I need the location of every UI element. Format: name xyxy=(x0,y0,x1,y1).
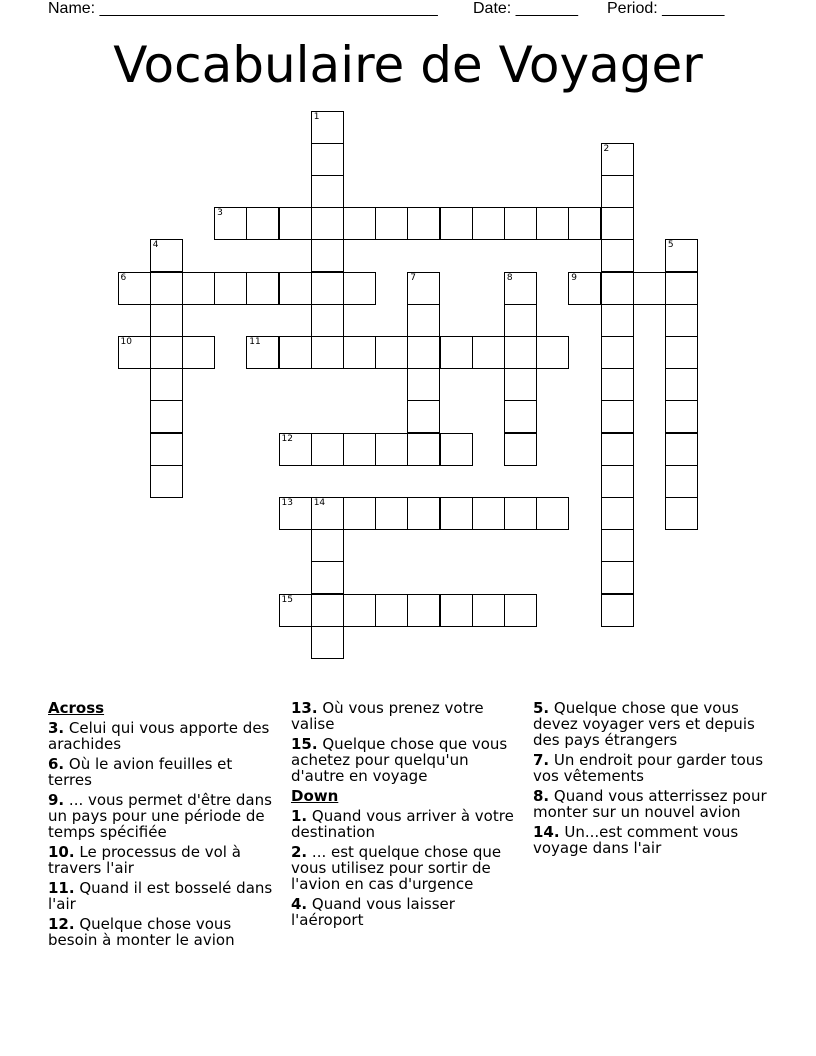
clue-down-4: 4. Quand vous laisser l'aéroport xyxy=(291,895,455,929)
clue-number: 7 xyxy=(410,272,417,283)
grid-cell[interactable] xyxy=(407,400,440,433)
grid-cell[interactable] xyxy=(214,272,247,305)
grid-cell[interactable] xyxy=(343,272,376,305)
clue-down-2: 2. ... est quelque chose que vous utilisez pour sortir de l'avion en cas d'urgence xyxy=(291,843,502,893)
grid-cell[interactable] xyxy=(440,336,473,369)
across-heading: Across xyxy=(48,699,105,717)
grid-cell[interactable] xyxy=(279,594,312,627)
grid-cell[interactable] xyxy=(601,336,634,369)
clues-column-2 xyxy=(291,700,523,932)
clue-number: 2 xyxy=(603,143,610,154)
clue-number: 9 xyxy=(571,272,578,283)
grid-cell[interactable] xyxy=(601,207,634,240)
grid-cell[interactable] xyxy=(311,594,344,627)
grid-cell[interactable] xyxy=(536,497,569,530)
grid-cell[interactable] xyxy=(375,207,408,240)
clue-number: 5 xyxy=(667,240,674,251)
grid-cell[interactable] xyxy=(407,594,440,627)
grid-cell[interactable] xyxy=(343,594,376,627)
grid-cell[interactable] xyxy=(311,433,344,466)
grid-cell[interactable] xyxy=(246,207,279,240)
grid-cell[interactable] xyxy=(440,594,473,627)
grid-cell[interactable] xyxy=(182,272,215,305)
grid-cell[interactable] xyxy=(375,497,408,530)
clue-across-11: 11. Quand il est bosselé dans l'air xyxy=(48,879,273,913)
clue-number: 6 xyxy=(120,272,127,283)
clue-number: 3 xyxy=(217,208,223,219)
grid-cell[interactable] xyxy=(601,368,634,401)
grid-cell[interactable] xyxy=(665,272,698,305)
grid-cell[interactable] xyxy=(536,207,569,240)
grid-cell[interactable] xyxy=(311,272,344,305)
name-field[interactable]: Name: ______________________________________ xyxy=(48,0,438,17)
grid-cell[interactable] xyxy=(311,561,344,594)
worksheet-header xyxy=(48,0,768,20)
clue-across-15: 15. Quelque chose que vous achetez pour quelqu'un d'autre en voyage xyxy=(291,735,508,785)
grid-cell[interactable] xyxy=(504,594,537,627)
clue-across-10: 10. Le processus de vol à travers l'air xyxy=(48,843,241,877)
grid-cell[interactable] xyxy=(536,336,569,369)
grid-cell[interactable] xyxy=(472,497,505,530)
grid-cell[interactable] xyxy=(601,304,634,337)
clue-down-14: 14. Un...est comment vous voyage dans l'air xyxy=(533,823,739,857)
period-field[interactable]: Period: _______ xyxy=(607,0,725,17)
grid-cell[interactable] xyxy=(279,272,312,305)
grid-cell[interactable] xyxy=(407,304,440,337)
grid-cell[interactable] xyxy=(311,207,344,240)
grid-cell[interactable] xyxy=(665,304,698,337)
grid-cell[interactable] xyxy=(246,272,279,305)
grid-cell[interactable] xyxy=(601,433,634,466)
clue-number: 12 xyxy=(281,433,293,444)
grid-cell[interactable] xyxy=(150,368,183,401)
clue-across-3: 3. Celui qui vous apporte des arachides xyxy=(48,719,270,753)
grid-cell[interactable] xyxy=(375,433,408,466)
grid-cell[interactable] xyxy=(504,497,537,530)
grid-cell[interactable] xyxy=(504,368,537,401)
grid-cell[interactable] xyxy=(311,175,344,208)
grid-cell[interactable] xyxy=(150,272,183,305)
grid-cell[interactable] xyxy=(150,304,183,337)
grid-cell[interactable] xyxy=(343,433,376,466)
grid-cell[interactable] xyxy=(279,433,312,466)
clue-across-6: 6. Où le avion feuilles et terres xyxy=(48,755,233,789)
grid-cell[interactable] xyxy=(504,400,537,433)
grid-cell[interactable] xyxy=(665,465,698,498)
grid-cell[interactable] xyxy=(375,336,408,369)
clue-down-7: 7. Un endroit pour garder tous vos vêtements xyxy=(533,751,764,785)
grid-cell[interactable] xyxy=(279,207,312,240)
grid-cell[interactable] xyxy=(504,207,537,240)
grid-cell[interactable] xyxy=(568,272,601,305)
grid-cell[interactable] xyxy=(150,433,183,466)
grid-cell[interactable] xyxy=(665,336,698,369)
clue-down-1: 1. Quand vous arriver à votre destination xyxy=(291,807,514,841)
grid-cell[interactable] xyxy=(407,497,440,530)
grid-cell[interactable] xyxy=(472,207,505,240)
grid-cell[interactable] xyxy=(601,561,634,594)
grid-cell[interactable] xyxy=(665,239,698,272)
clue-down-8: 8. Quand vous atterrissez pour monter sur un nouvel avion xyxy=(533,787,767,821)
grid-cell[interactable] xyxy=(343,336,376,369)
grid-cell[interactable] xyxy=(311,497,344,530)
grid-cell[interactable] xyxy=(440,207,473,240)
grid-cell[interactable] xyxy=(601,465,634,498)
grid-cell[interactable] xyxy=(246,336,279,369)
grid-cell[interactable] xyxy=(311,111,344,144)
clue-across-12: 12. Quelque chose vous besoin à monter le avion xyxy=(48,915,235,949)
grid-cell[interactable] xyxy=(601,594,634,627)
grid-cell[interactable] xyxy=(311,143,344,176)
down-heading: Down xyxy=(291,787,339,805)
grid-cell[interactable] xyxy=(279,336,312,369)
grid-cell[interactable] xyxy=(214,207,247,240)
grid-cell[interactable] xyxy=(601,497,634,530)
clues-column-3 xyxy=(533,700,773,860)
clue-across-9: 9. ... vous permet d'être dans un pays pour une période de temps spécifiée xyxy=(48,791,272,841)
grid-cell[interactable] xyxy=(279,497,312,530)
grid-cell[interactable] xyxy=(601,175,634,208)
clues-column-1 xyxy=(48,700,280,952)
clue-number: 14 xyxy=(313,497,326,508)
grid-cell[interactable] xyxy=(407,336,440,369)
grid-cell[interactable] xyxy=(472,336,505,369)
grid-cell[interactable] xyxy=(440,497,473,530)
grid-cell[interactable] xyxy=(601,239,634,272)
grid-cell[interactable] xyxy=(633,272,666,305)
grid-cell[interactable] xyxy=(150,465,183,498)
clue-across-13: 13. Où vous prenez votre valise xyxy=(291,699,484,733)
clue-down-5: 5. Quelque chose que vous devez voyager vers et depuis des pays étrangers xyxy=(533,699,755,749)
grid-cell[interactable] xyxy=(343,497,376,530)
date-field[interactable]: Date: _______ xyxy=(473,0,578,17)
grid-cell[interactable] xyxy=(665,433,698,466)
clue-number: 8 xyxy=(506,272,513,283)
grid-cell[interactable] xyxy=(118,272,151,305)
grid-cell[interactable] xyxy=(150,400,183,433)
clue-number: 4 xyxy=(152,240,159,251)
grid-cell[interactable] xyxy=(150,336,183,369)
clue-number: 1 xyxy=(313,111,320,122)
grid-cell[interactable] xyxy=(504,433,537,466)
grid-cell[interactable] xyxy=(665,497,698,530)
grid-cell[interactable] xyxy=(568,207,601,240)
grid-cell[interactable] xyxy=(311,336,344,369)
grid-cell[interactable] xyxy=(601,400,634,433)
grid-cell[interactable] xyxy=(601,529,634,562)
grid-cell[interactable] xyxy=(311,529,344,562)
page-title: Vocabulaire de Voyager xyxy=(113,36,703,94)
grid-cell[interactable] xyxy=(601,272,634,305)
grid-cell[interactable] xyxy=(504,304,537,337)
grid-cell[interactable] xyxy=(407,433,440,466)
grid-cell[interactable] xyxy=(504,272,537,305)
grid-cell[interactable] xyxy=(182,336,215,369)
grid-cell[interactable] xyxy=(407,272,440,305)
grid-cell[interactable] xyxy=(407,207,440,240)
grid-cell[interactable] xyxy=(150,239,183,272)
grid-cell[interactable] xyxy=(311,304,344,337)
clue-number: 15 xyxy=(281,594,293,605)
grid-cell[interactable] xyxy=(375,594,408,627)
grid-cell[interactable] xyxy=(343,207,376,240)
grid-cell[interactable] xyxy=(311,626,344,659)
clue-number: 11 xyxy=(249,336,261,347)
grid-cell[interactable] xyxy=(601,143,634,176)
grid-cell[interactable] xyxy=(440,433,473,466)
grid-cell[interactable] xyxy=(665,368,698,401)
grid-cell[interactable] xyxy=(504,336,537,369)
clue-number: 10 xyxy=(120,336,132,347)
grid-cell[interactable] xyxy=(472,594,505,627)
clue-number: 13 xyxy=(281,497,293,508)
grid-cell[interactable] xyxy=(311,239,344,272)
grid-cell[interactable] xyxy=(407,368,440,401)
grid-cell[interactable] xyxy=(665,400,698,433)
grid-cell[interactable] xyxy=(118,336,151,369)
